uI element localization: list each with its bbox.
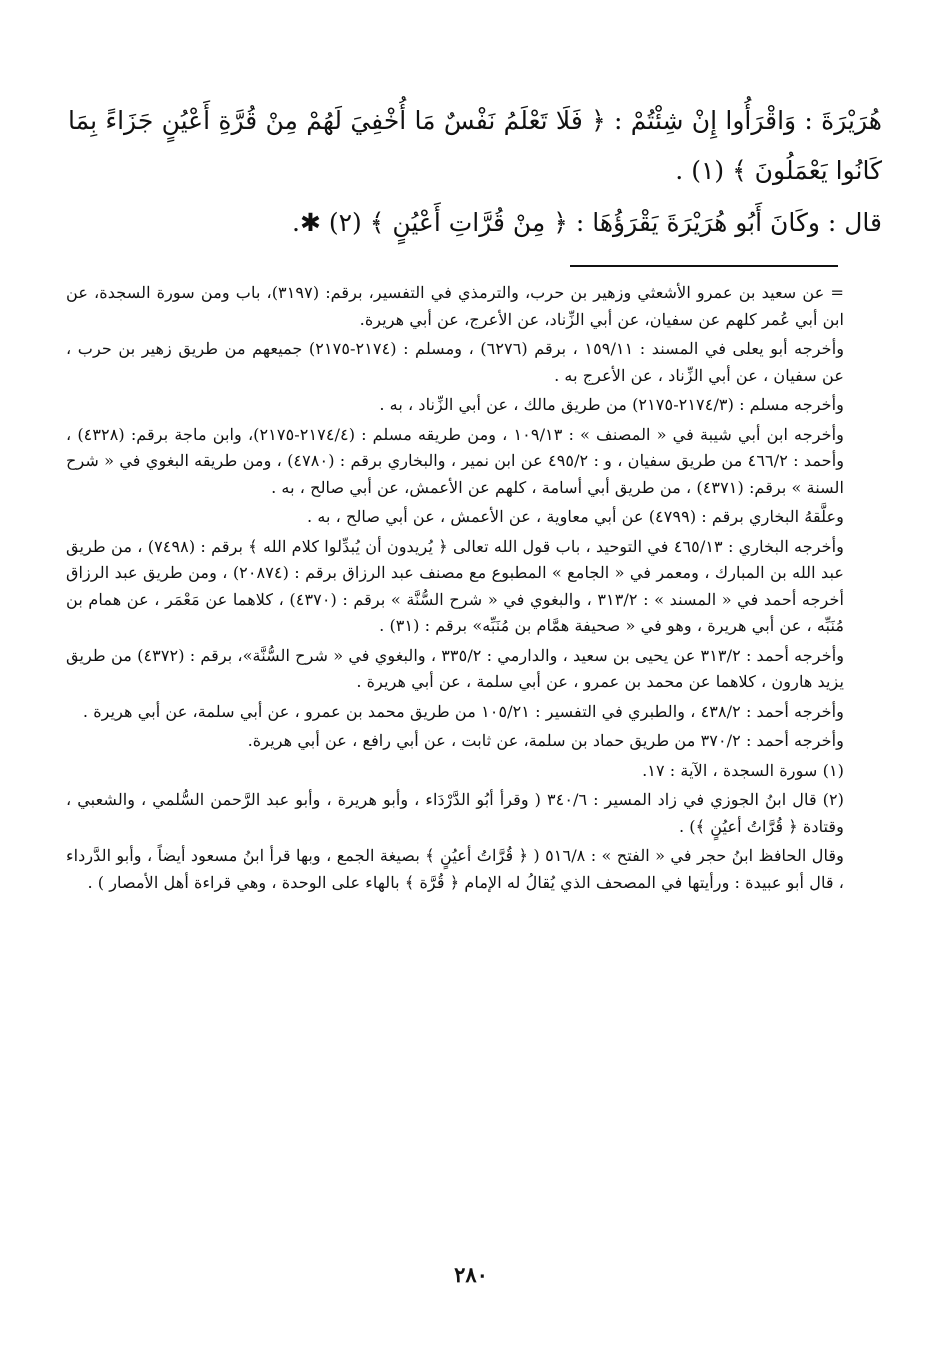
footnote-continuation: = عن سعيد بن عمرو الأشعثي وزهير بن حرب، والترمذي في التفسير، برقم: (٣١٩٧)، باب ومن سورة السجدة، عن ابن أبي عُمر كلهم عن سفيان، عن أبي الزِّناد، عن الأعرج، عن أبي هريرة. (66, 283, 845, 329)
footnote-paragraph: وأخرجه أبو يعلى في المسند : ١٥٩/١١ ، برقم (٦٢٧٦) ، ومسلم : (٢١٧٤-٢١٧٥) جميعهم من طريق زهير بن حرب ، عن سفيان ، عن أبي الزِّناد ، عن الأعرج به . (66, 339, 845, 385)
footnote-paragraph: وعلَّقهُ البخاري برقم : (٤٧٩٩) عن أبي معاوية ، عن الأعمش ، عن أبي صالح ، به . (307, 507, 844, 526)
footnote-2-continued: وقال الحافظ ابنُ حجر في « الفتح » : ٥١٦/٨ ( ﴿ قُرَّاتُ أعيُنٍ ﴾ بصيغة الجمع ، وبها قرأ ابنُ مسعود أيضاً ، وأبو الدَّرداء ، قال أبو عبيدة : ورأيتها في المصحف الذي يُقالُ له الإمام ﴿ قُرَّة ﴾ بالهاء على الوحدة ، وهي قراءة أهل الأمصار ) . (66, 846, 844, 892)
main-paragraph-reading: قال : وكَانَ أَبُو هُرَيْرَةَ يَقْرَؤُهَا : ﴿ مِنْ قُرَّاتِ أَعْيُنٍ ﴾ (٢) ✱. (292, 208, 882, 237)
main-text (68, 96, 882, 248)
page-number: ٢٨٠ (454, 1262, 488, 1287)
footnote-paragraph: وأخرجه ابن أبي شيبة في « المصنف » : ١٠٩/١٣ ، ومن طريقه مسلم : (٢١٧٤/٤-٢١٧٥)، وابن ماجة برقم: (٤٣٢٨) ، وأحمد : ٤٦٦/٢ من طريق سفيان ، و : ٤٩٥/٢ عن ابن نمير ، والبخاري برقم : (٤٧٨٠) ، ومن طريقه البغوي في « شرح السنة » برقم: (٤٣٧١) ، من طريق أبي أسامة ، كلهم عن الأعمش، عن أبي صالح ، به . (66, 424, 845, 497)
footnote-2: (٢) قال ابنُ الجوزي في زاد المسير : ٣٤٠/٦ ( وقرأ أبُو الدَّرْدَاء ، وأبو هريرة ، وأبو عبد الرَّحمن السُّلمي ، والشعبي ، وقتادة ﴿ قُرَّاتُ أعيُنٍ ﴾) . (66, 790, 844, 836)
footnote-paragraph: وأخرجه أحمد : ٣١٣/٢ عن يحيى بن سعيد ، والدارمي : ٣٣٥/٢ ، والبغوي في « شرح السُّنَّة»، برقم : (٤٣٧٢) من طريق يزيد هارون ، كلاهما عن محمد بن عمرو ، عن أبي سلمة ، عن أبي هريرة . (66, 645, 845, 691)
footnote-paragraph: وأخرجه البخاري : ٤٦٥/١٣ في التوحيد ، باب قول الله تعالى ﴿ يُريدون أن يُبدِّلوا كلام الله ﴾ برقم : (٧٤٩٨) ، من طريق عبد الله بن المبارك ، ومعمر في « الجامع » المطبوع مع مصنف عبد الرزاق برقم : (٢٠٨٧٤) ، ومن طريق عبد الرزاق أخرجه أحمد في « المسند » : ٣١٣/٢ ، والبغوي في « شرح السُّنَّة » برقم : (٤٣٧٠) ، كلاهما عن مَعْمَر ، عن همام بن مُنَبِّه ، عن أبي هريرة ، وهو في « صحيفة همَّام بن مُنَبِّه» برقم : (٣١) . (66, 536, 844, 635)
footnotes (66, 280, 844, 899)
footnote-paragraph: وأخرجه أحمد : ٤٣٨/٢ ، والطبري في التفسير : ١٠٥/٢١ من طريق محمد بن عمرو ، عن أبي سلمة، عن أبي هريرة . (82, 701, 844, 721)
footnote-separator (570, 265, 838, 267)
footnote-paragraph: وأخرجه أحمد : ٣٧٠/٢ من طريق حماد بن سلمة، عن ثابت ، عن أبي رافع ، عن أبي هريرة. (247, 731, 844, 750)
footnote-1: (١) سورة السجدة ، الآية : ١٧. (642, 760, 844, 780)
main-paragraph-hadith: هُرَيْرَةَ : وَاقْرَأُوا إِنْ شِئْتُمْ : ﴿ فَلَا تَعْلَمُ نَفْسٌ مَا أُخْفِيَ لَهُمْ مِنْ قُرَّةِ أَعْيُنٍ جَزَاءً بِمَا كَانُوا يَعْمَلُونَ ﴾ (١) . (68, 106, 882, 185)
footnote-paragraph: وأخرجه مسلم : (٢١٧٤/٣-٢١٧٥) من طريق مالك ، عن أبي الزِّناد ، به . (379, 395, 844, 414)
